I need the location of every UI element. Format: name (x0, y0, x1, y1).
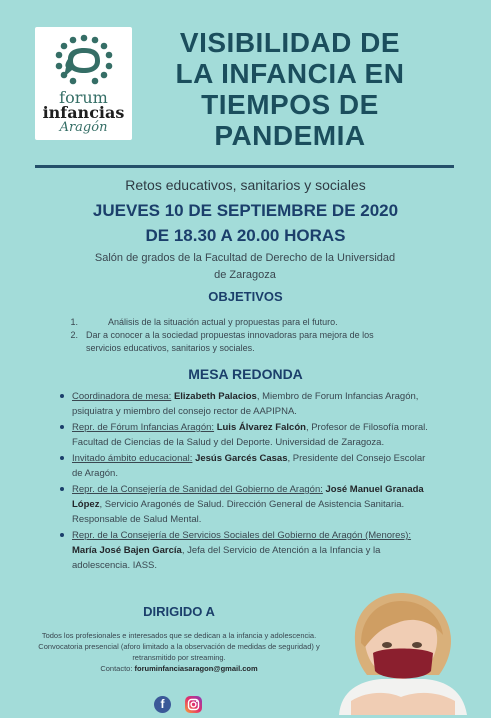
contact-label: Contacto: (100, 664, 133, 673)
list-item (58, 389, 428, 419)
title-line: VISIBILIDAD DE (179, 27, 401, 58)
speaker-desc: , Jefa del Servicio de Atención a la Infancia y la adolescencia. IASS. (72, 545, 381, 571)
list-item (58, 451, 428, 481)
speaker-role: Repr. de la Consejería de Servicios Sociales del Gobierno de Aragón (Menores): (72, 530, 412, 541)
forum-infancias-logo (35, 27, 132, 140)
list-item (58, 528, 428, 573)
speaker-role: Repr. de Fórum Infancias Aragón: (72, 422, 215, 433)
list-item (60, 329, 410, 355)
logo-text-infancias: infancias (42, 103, 125, 122)
speaker-name: María José Bajen García (72, 545, 182, 556)
subtitle: Retos educativos, sanitarios y sociales (125, 177, 366, 193)
speaker-name: Jesús Garcés Casas (195, 453, 288, 464)
title-line: TIEMPOS DE (201, 89, 379, 120)
event-venue (70, 250, 420, 284)
speaker-desc: , Profesor de Filosofía moral. Facultad de Ciencias de la Salud y del Deporte. Universidad de Zaragoza. (72, 422, 428, 448)
logo-ring-icon (49, 33, 119, 93)
speaker-name: Luis Álvarez Falcón (216, 422, 306, 433)
item-number: 1. (70, 317, 78, 327)
list-item (58, 482, 428, 527)
poster-title (140, 27, 440, 151)
bullet-icon (60, 456, 64, 460)
speaker-desc: , Miembro de Forum Infancias Aragón, psiquiatra y miembro del consejo rector de AAPIPNA. (72, 391, 419, 417)
bullet-icon (60, 487, 64, 491)
logo-text-aragon: Aragón (59, 120, 108, 135)
instagram-icon[interactable] (185, 696, 202, 713)
child-with-mask-photo (337, 583, 469, 715)
event-date: JUEVES 10 DE SEPTIEMBRE DE 2020 (92, 201, 399, 220)
mesa-redonda-heading: MESA REDONDA (188, 366, 303, 382)
contact-line (28, 663, 330, 674)
convocatoria-text: Convocatoria presencial (aforo limitado a la observación de medidas de seguridad) y retransmitido por streaming. (38, 642, 320, 662)
speaker-name: Elizabeth Palacios (173, 391, 257, 402)
speaker-role: Repr. de la Consejería de Sanidad del Gobierno de Aragón: (72, 484, 323, 495)
venue-line: de Zaragoza (214, 269, 276, 281)
logo-text-forum: forum (59, 88, 108, 107)
speaker-role: Invitado ámbito educacional: (72, 453, 193, 464)
list-item (58, 420, 428, 450)
divider (35, 165, 454, 168)
item-number: 2. (70, 330, 78, 340)
speaker-desc: , Servicio Aragonés de Salud. Dirección General de Asistencia Sanitaria. Responsable de Salud Mental. (72, 499, 405, 525)
title-line: LA INFANCIA EN (175, 58, 405, 89)
bullet-icon (60, 425, 64, 429)
audience-text: Todos los profesionales e interesados que se dedican a la infancia y adolescencia. (41, 631, 317, 640)
bullet-icon (60, 533, 64, 537)
dirigido-heading: DIRIGIDO A (143, 604, 215, 619)
audience-info (28, 630, 330, 674)
event-time: DE 18.30 A 20.00 HORAS (145, 226, 346, 245)
title-line: PANDEMIA (214, 120, 366, 151)
contact-email[interactable]: foruminfanciasaragon@gmail.com (134, 664, 258, 673)
item-text: Dar a conocer a la sociedad propuestas innovadoras para mejora de los servicios educativos, sanitarios y sociales. (86, 330, 374, 353)
objetivos-heading: OBJETIVOS (208, 289, 283, 304)
speaker-role: Coordinadora de mesa: (72, 391, 172, 402)
mesa-redonda-list (58, 389, 428, 574)
objetivos-list (60, 316, 410, 355)
venue-line: Salón de grados de la Facultad de Derecho de la Universidad (94, 252, 396, 264)
speaker-desc: , Presidente del Consejo Escolar de Aragón. (72, 453, 426, 479)
item-text: Análisis de la situación actual y propuestas para el futuro. (108, 317, 338, 327)
speaker-name: José Manuel Granada López (72, 484, 424, 510)
facebook-icon[interactable]: f (154, 696, 171, 713)
bullet-icon (60, 394, 64, 398)
list-item (60, 316, 410, 329)
